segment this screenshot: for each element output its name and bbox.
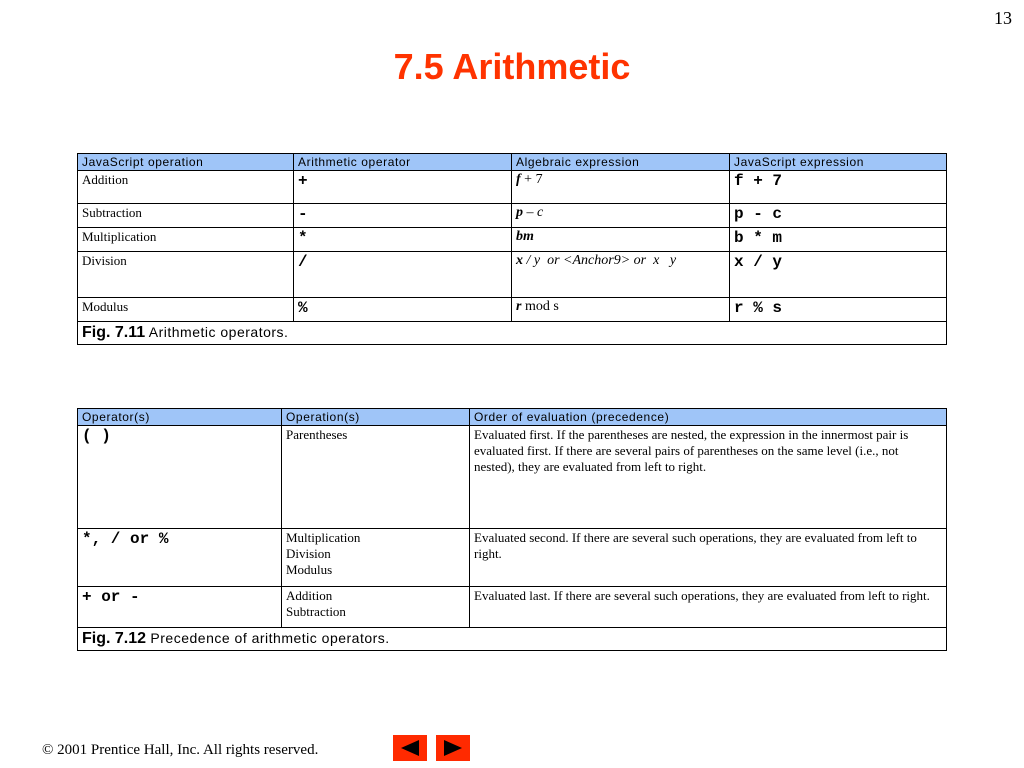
algebraic-cell xyxy=(512,228,730,252)
algebraic-variable: p xyxy=(516,205,523,220)
algebraic-rest: mod s xyxy=(521,299,559,314)
figure-caption-row xyxy=(78,628,947,651)
algebraic-cell xyxy=(512,298,730,322)
order-cell: Evaluated last. If there are several such operations, they are evaluated from left to right. xyxy=(470,587,947,628)
operators-cell: ( ) xyxy=(78,426,282,529)
next-slide-button[interactable] xyxy=(436,735,470,761)
header-cell: Algebraic expression xyxy=(512,154,730,171)
table-row xyxy=(78,587,947,628)
table-row xyxy=(78,171,947,204)
operator-cell: * xyxy=(294,228,512,252)
header-cell: JavaScript operation xyxy=(78,154,294,171)
header-cell: Order of evaluation (precedence) xyxy=(470,409,947,426)
js-expression-cell: b * m xyxy=(730,228,947,252)
operator-cell: % xyxy=(294,298,512,322)
header-cell: Operation(s) xyxy=(282,409,470,426)
table-header-row xyxy=(78,409,947,426)
operation-cell: Multiplication xyxy=(78,228,294,252)
header-cell: JavaScript expression xyxy=(730,154,947,171)
operations-cell: Parentheses xyxy=(282,426,470,529)
table-row xyxy=(78,252,947,298)
operation-cell: Subtraction xyxy=(78,204,294,228)
figure-caption xyxy=(78,322,947,345)
table-row xyxy=(78,298,947,322)
operation-cell: Addition xyxy=(78,171,294,204)
table-row xyxy=(78,204,947,228)
algebraic-variable: bm xyxy=(516,229,534,244)
arrow-left-icon xyxy=(399,739,421,757)
operations-cell: Addition Subtraction xyxy=(282,587,470,628)
figure-caption xyxy=(78,628,947,651)
figure-caption-row xyxy=(78,322,947,345)
figure-caption-text: Precedence of arithmetic operators. xyxy=(146,630,390,646)
table-header-row xyxy=(78,154,947,171)
operator-cell: + xyxy=(294,171,512,204)
header-cell: Operator(s) xyxy=(78,409,282,426)
algebraic-cell xyxy=(512,204,730,228)
operator-cell: - xyxy=(294,204,512,228)
figure-number: Fig. 7.11 xyxy=(82,324,146,341)
header-cell: Arithmetic operator xyxy=(294,154,512,171)
algebraic-variable: x xyxy=(516,253,523,268)
table-row xyxy=(78,529,947,587)
slide-number: 13 xyxy=(994,8,1012,28)
algebraic-rest: + 7 xyxy=(520,172,543,187)
operators-cell: + or - xyxy=(78,587,282,628)
slide-title: 7.5 Arithmetic xyxy=(393,46,631,87)
order-cell: Evaluated second. If there are several such operations, they are evaluated from left to right. xyxy=(470,529,947,587)
arrow-right-icon xyxy=(442,739,464,757)
table-row xyxy=(78,426,947,529)
operations-cell: Multiplication Division Modulus xyxy=(282,529,470,587)
operators-cell: *, / or % xyxy=(78,529,282,587)
table-row xyxy=(78,228,947,252)
algebraic-variable: f xyxy=(516,172,521,187)
algebraic-rest: – c xyxy=(523,205,544,220)
algebraic-rest: / y or <Anchor9> or x y xyxy=(523,253,677,268)
algebraic-cell xyxy=(512,171,730,204)
js-expression-cell: r % s xyxy=(730,298,947,322)
precedence-table xyxy=(77,408,947,651)
figure-caption-text: Arithmetic operators. xyxy=(145,324,289,340)
figure-number: Fig. 7.12 xyxy=(82,630,147,647)
arithmetic-operators-table xyxy=(77,153,947,345)
operation-cell: Division xyxy=(78,252,294,298)
js-expression-cell: f + 7 xyxy=(730,171,947,204)
js-expression-cell: p - c xyxy=(730,204,947,228)
operator-cell: / xyxy=(294,252,512,298)
copyright-footer: © 2001 Prentice Hall, Inc. All rights reserved. xyxy=(42,742,319,758)
algebraic-cell xyxy=(512,252,730,298)
operation-cell: Modulus xyxy=(78,298,294,322)
algebraic-variable: r xyxy=(516,299,522,314)
previous-slide-button[interactable] xyxy=(393,735,427,761)
js-expression-cell: x / y xyxy=(730,252,947,298)
order-cell: Evaluated first. If the parentheses are nested, the expression in the innermost pair is evaluated first. If there are several pairs of parentheses on the same level (i.e., not nested), they are evaluated from left to right. xyxy=(470,426,947,529)
